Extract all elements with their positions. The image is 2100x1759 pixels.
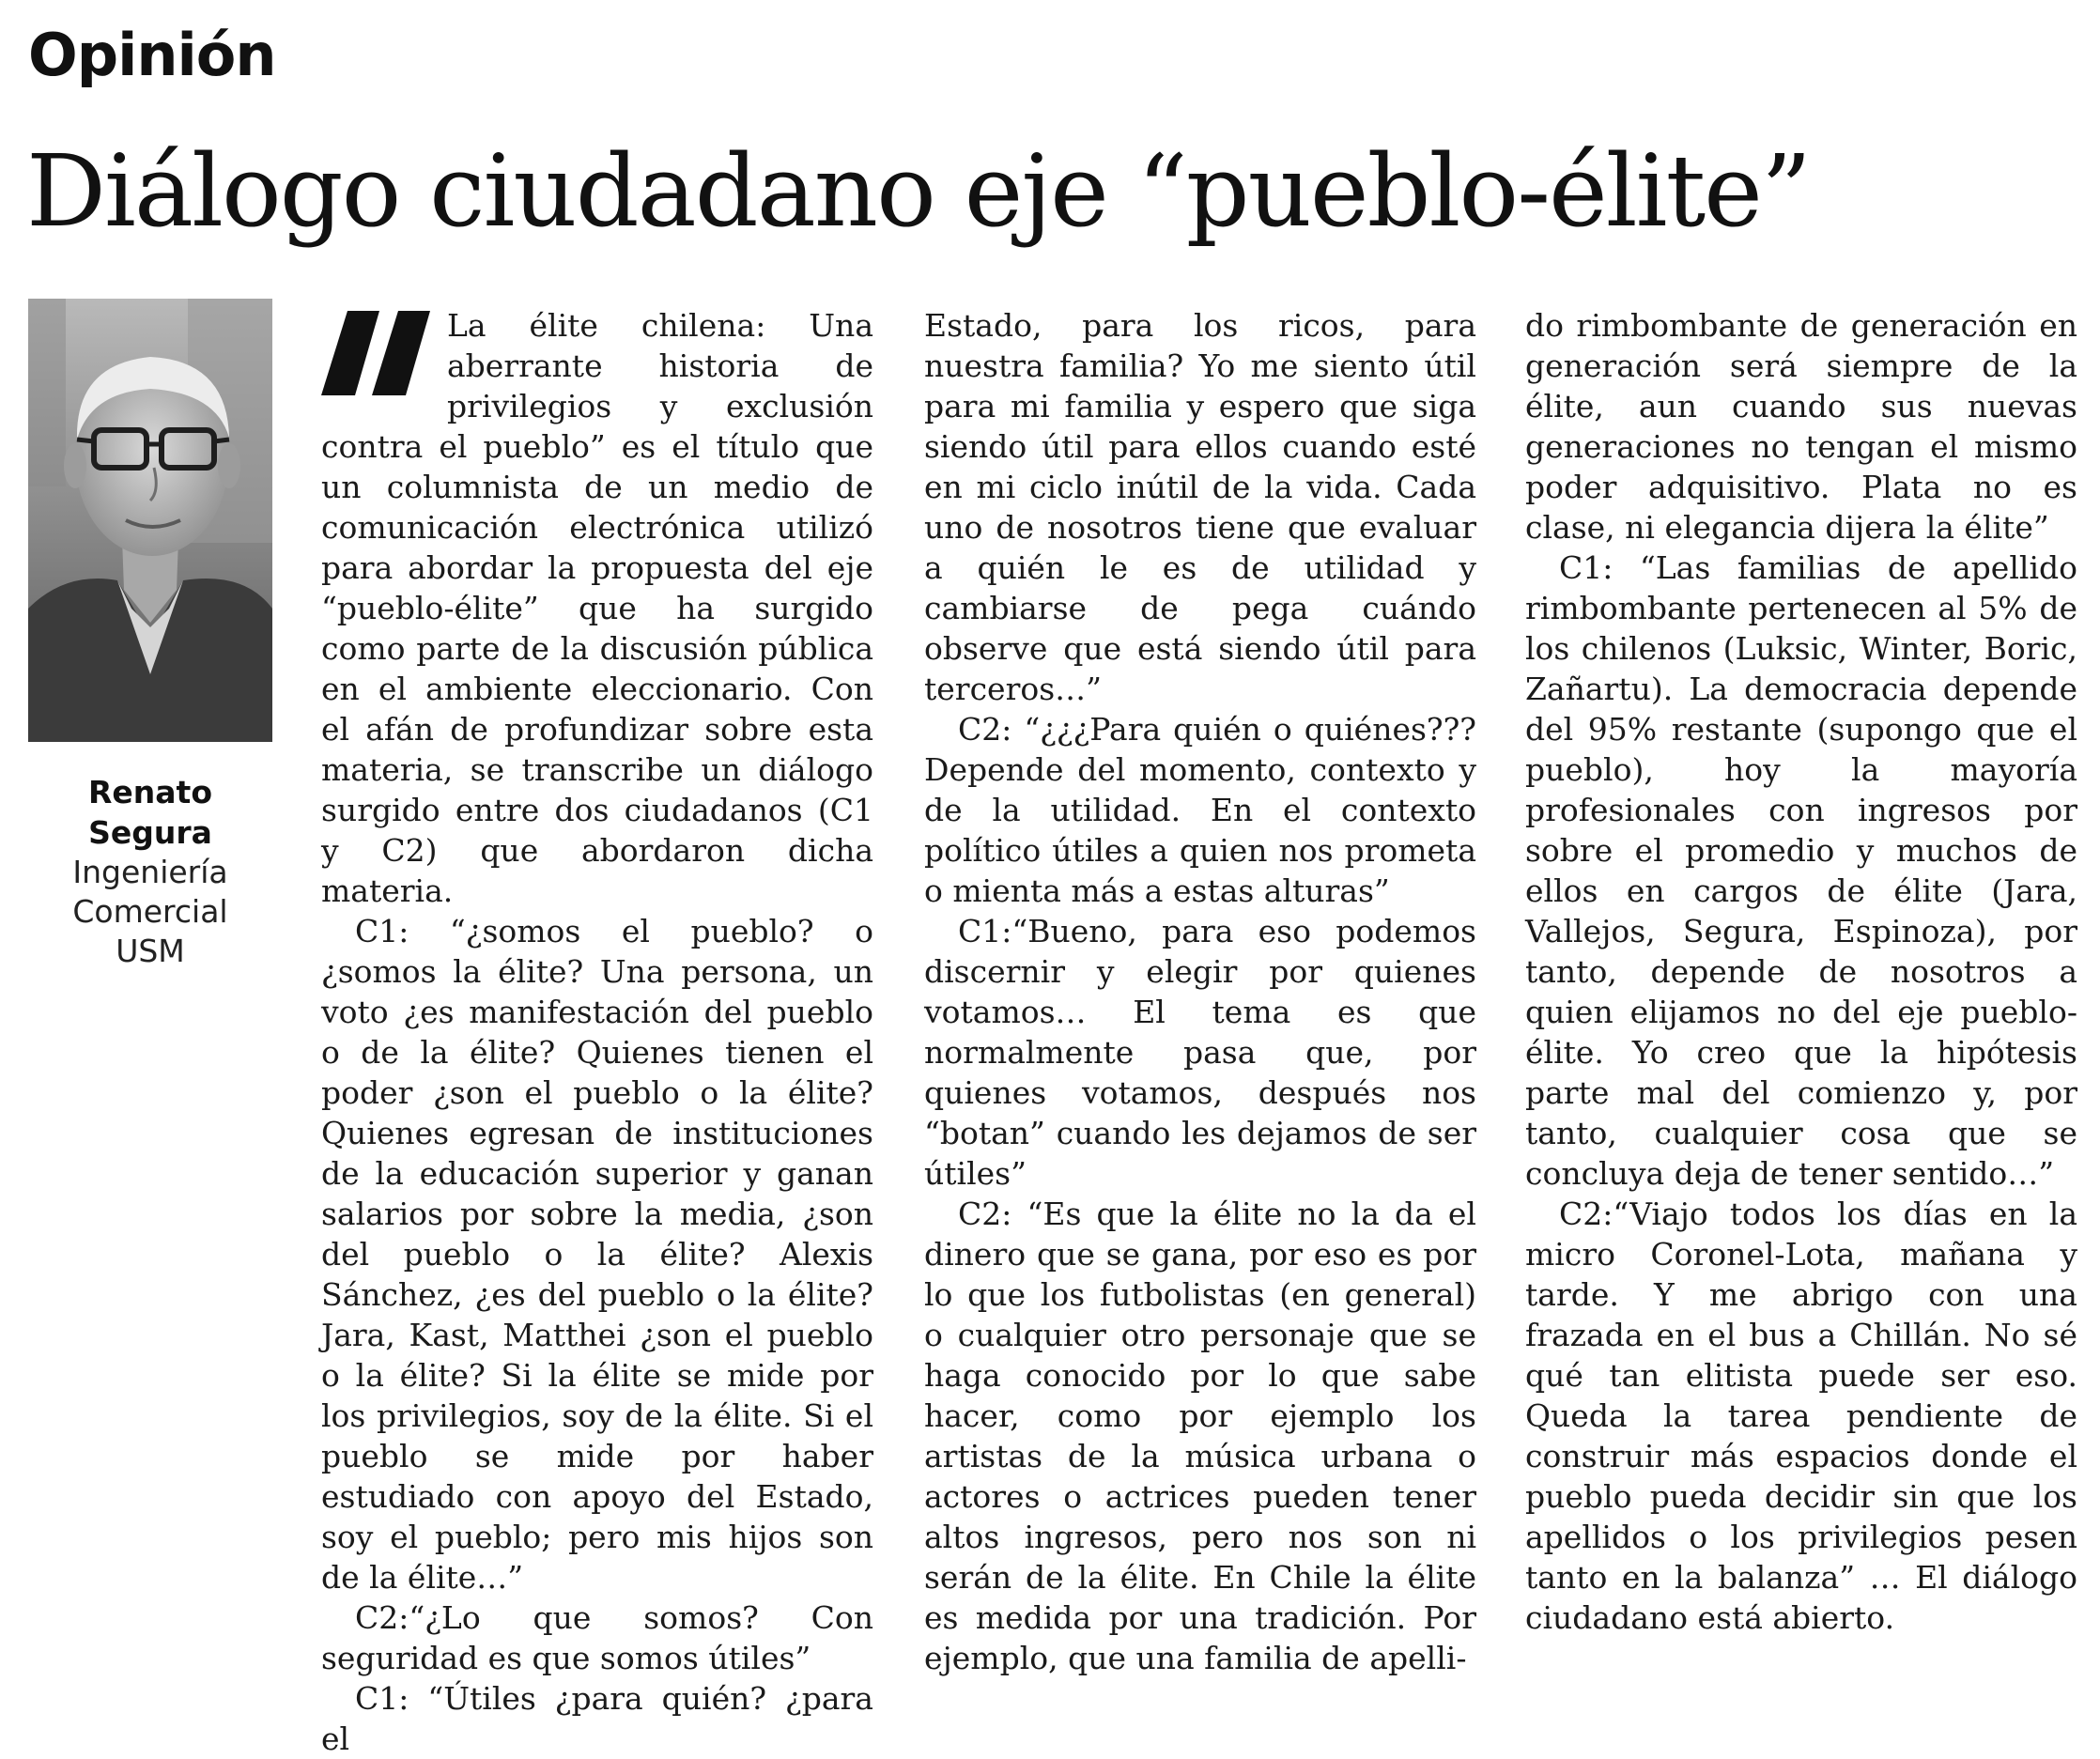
- article-paragraph: La élite chilena: Una aberrante historia de privilegios y exclusión contra el pueblo” es el título que un columnista de un medio de comunicación electrónica utilizó para abordar la propuesta del eje “pueblo-élite” que ha surgido como parte de la discusión pública en el ambiente eleccionario. Con el afán de profundizar sobre esta materia, se transcribe un diálogo surgido entre dos ciudadanos (C1 y C2) que abordaron dicha materia.: [321, 307, 873, 909]
- article-paragraph: C2: “Es que la élite no la da el dinero que se gana, por eso es por lo que los futbolistas (en general) o cualquier otro personaje que se haga conocido por lo que sabe hacer, como por ejemplo los artistas de la música urbana o actores o actrices pueden tener altos ingresos, pero nos son ni serán de la élite. En Chile la élite es medida por una tradición. Por ejemplo, que una familia de apelli-: [924, 1196, 1476, 1676]
- article-paragraph: do rimbombante de generación en generación será siempre de la élite, aun cuando sus nuevas generaciones no tengan el mismo poder adquisitivo. Plata no es clase, ni elegancia dijera la élite”: [1525, 307, 2077, 546]
- article-paragraph: C1: “¿somos el pueblo? o ¿somos la élite? Una persona, un voto ¿es manifestación del pueblo o de la élite? Quienes tienen el poder ¿son el pueblo o la élite? Quienes egresan de instituciones de la educación superior y ganan salarios por sobre la media, ¿son del pueblo o la élite? Alexis Sánchez, ¿es del pueblo o la élite? Jara, Kast, Matthei ¿son el pueblo o la élite? Si la élite se mide por los privilegios, soy de la élite. Si el pueblo se mide por haber estudiado con apoyo del Estado, soy el pueblo; pero mis hijos son de la élite…”: [321, 913, 873, 1596]
- article-paragraph: C1: “Las familias de apellido rimbombante pertenecen al 5% de los chilenos (Luksic, Winter, Boric, Zañartu). La democracia depende del 95% restante (supongo que el pueblo), hoy la mayoría profesionales con ingresos por sobre el promedio y muchos de ellos en cargos de élite (Jara, Vallejos, Segura, Espinoza), por tanto, depende de nosotros a quien elijamos no del eje pueblo-élite. Yo creo que la hipótesis parte mal del comienzo y, por tanto, cualquier cosa que se concluya deja de tener sentido…”: [1525, 549, 2077, 1192]
- author-photo: [28, 299, 272, 742]
- author-portrait-image: [28, 299, 272, 742]
- article-paragraph: C1: “Útiles ¿para quién? ¿para el: [321, 1680, 873, 1757]
- article-column-2: [924, 305, 1476, 1678]
- author-role-line: USM: [116, 933, 185, 969]
- author-role-line: Comercial: [72, 893, 228, 930]
- article-column-1: [321, 305, 873, 1759]
- article-column-3: [1525, 305, 2077, 1638]
- headline: Diálogo ciudadano eje “pueblo-élite”: [26, 133, 1811, 249]
- article-paragraph: C2: “¿¿¿Para quién o quiénes??? Depende del momento, contexto y de la utilidad. En el contexto político útiles a quien nos prometa o mienta más a estas alturas”: [924, 711, 1476, 909]
- author-role-line: Ingeniería: [72, 854, 228, 890]
- article-paragraph: Estado, para los ricos, para nuestra familia? Yo me siento útil para mi familia y espero que siga siendo útil para ellos cuando esté en mi ciclo inútil de la vida. Cada uno de nosotros tiene que evaluar a quién le es de utilidad y cambiarse de pega cuándo observe que está siendo útil para terceros…”: [924, 307, 1476, 707]
- section-label: Opinión: [28, 21, 276, 89]
- article-paragraph: C1:“Bueno, para eso podemos discernir y elegir por quienes votamos… El tema es que normalmente pasa que, por quienes votamos, después nos “botan” cuando les dejamos de ser útiles”: [924, 913, 1476, 1192]
- article-paragraph: C2:“Viajo todos los días en la micro Coronel-Lota, mañana y tarde. Y me abrigo con una frazada en el bus a Chillán. No sé qué tan elitista puede ser eso. Queda la tarea pendiente de construir más espacios donde el pueblo pueda decidir sin que los apellidos o los privilegios pesen tanto en la balanza” … El diálogo ciudadano está abierto.: [1525, 1196, 2077, 1636]
- article-paragraph: C2:“¿Lo que somos? Con seguridad es que somos útiles”: [321, 1599, 873, 1676]
- author-last-name: Segura: [88, 814, 212, 851]
- author-first-name: Renato: [88, 774, 212, 810]
- open-quote-icon: [321, 311, 434, 395]
- author-byline: [28, 772, 272, 971]
